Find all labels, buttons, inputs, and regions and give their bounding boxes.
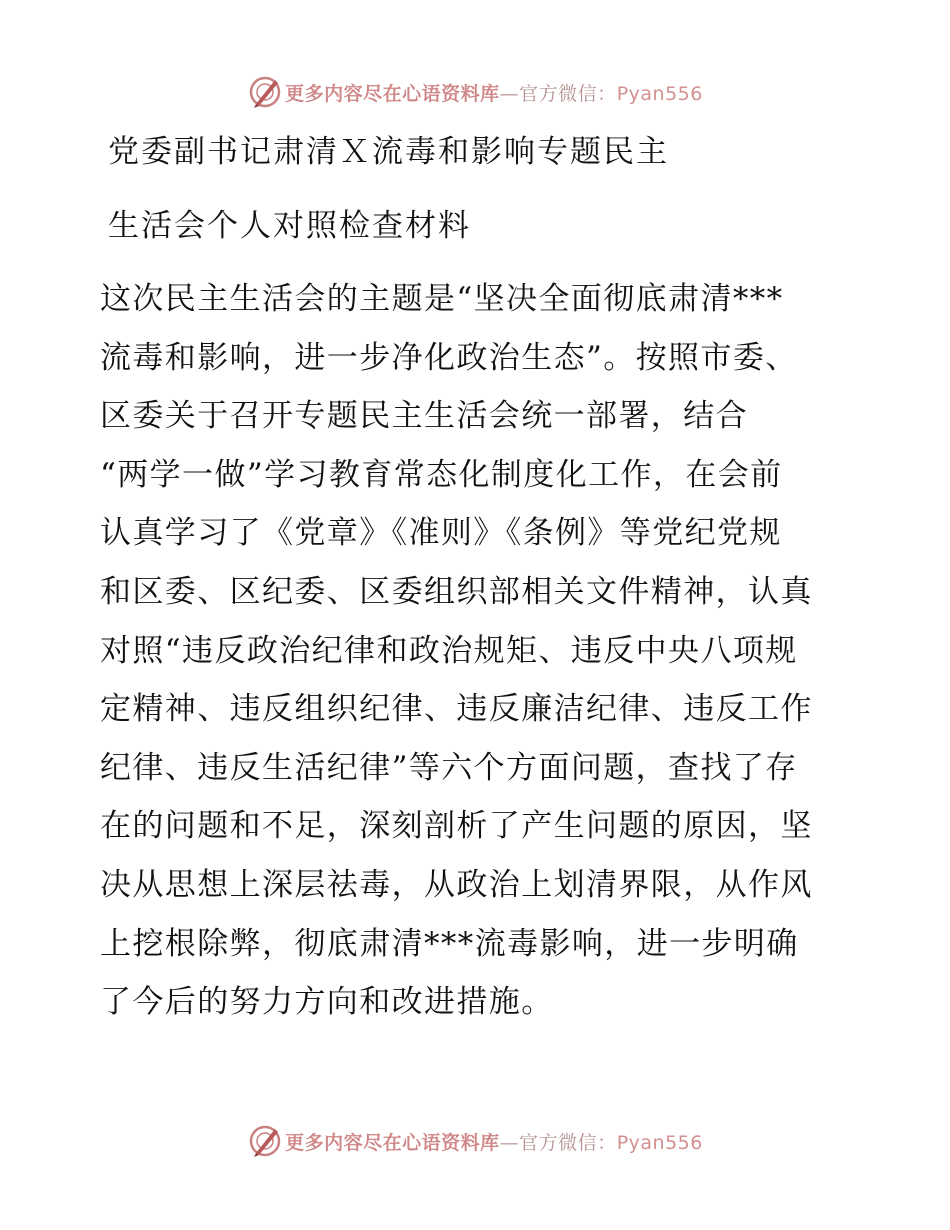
pen-logo-icon (247, 74, 283, 110)
document-title-line-1: 党委副书记肃清Ｘ流毒和影响专题民主 (108, 134, 669, 170)
pen-logo-icon (247, 1123, 283, 1159)
watermark-text: 更多内容尽在心语资料库—官方微信：Pyan556 (285, 1131, 703, 1154)
document-title-line-2: 生活会个人对照检查材料 (108, 208, 471, 244)
body-paragraph: 这次民主生活会的主题是“坚决全面彻底肃清*** 流毒和影响，进一步净化政治生态”。按照市委、 区委关于召开专题民主生活会统一部署，结合 “两学一做”学习教育常态化制度化工作，在会前 认真学习了《党章》《准则》《条例》等党纪党规 和区委、区纪委、区委组织部相关文件精神，认真 对照“违反政治纪律和政治规矩、违反中央八项规 定精神、违反组织纪律、违反廉洁纪律、违反工作 纪律、违反生活纪律”等六个方面问题，查找了存 在的问题和不足，深刻剖析了产生问题的原因，坚 决从思想上深层祛毒，从政治上划清界限，从作风 上挖根除弊，彻底肃清***流毒影响，进一步明确 了今后的努力方向和改进措施。 (100, 281, 813, 1021)
header-watermark (0, 72, 950, 112)
watermark-text: 更多内容尽在心语资料库—官方微信：Pyan556 (285, 82, 703, 105)
footer-watermark (0, 1121, 950, 1161)
